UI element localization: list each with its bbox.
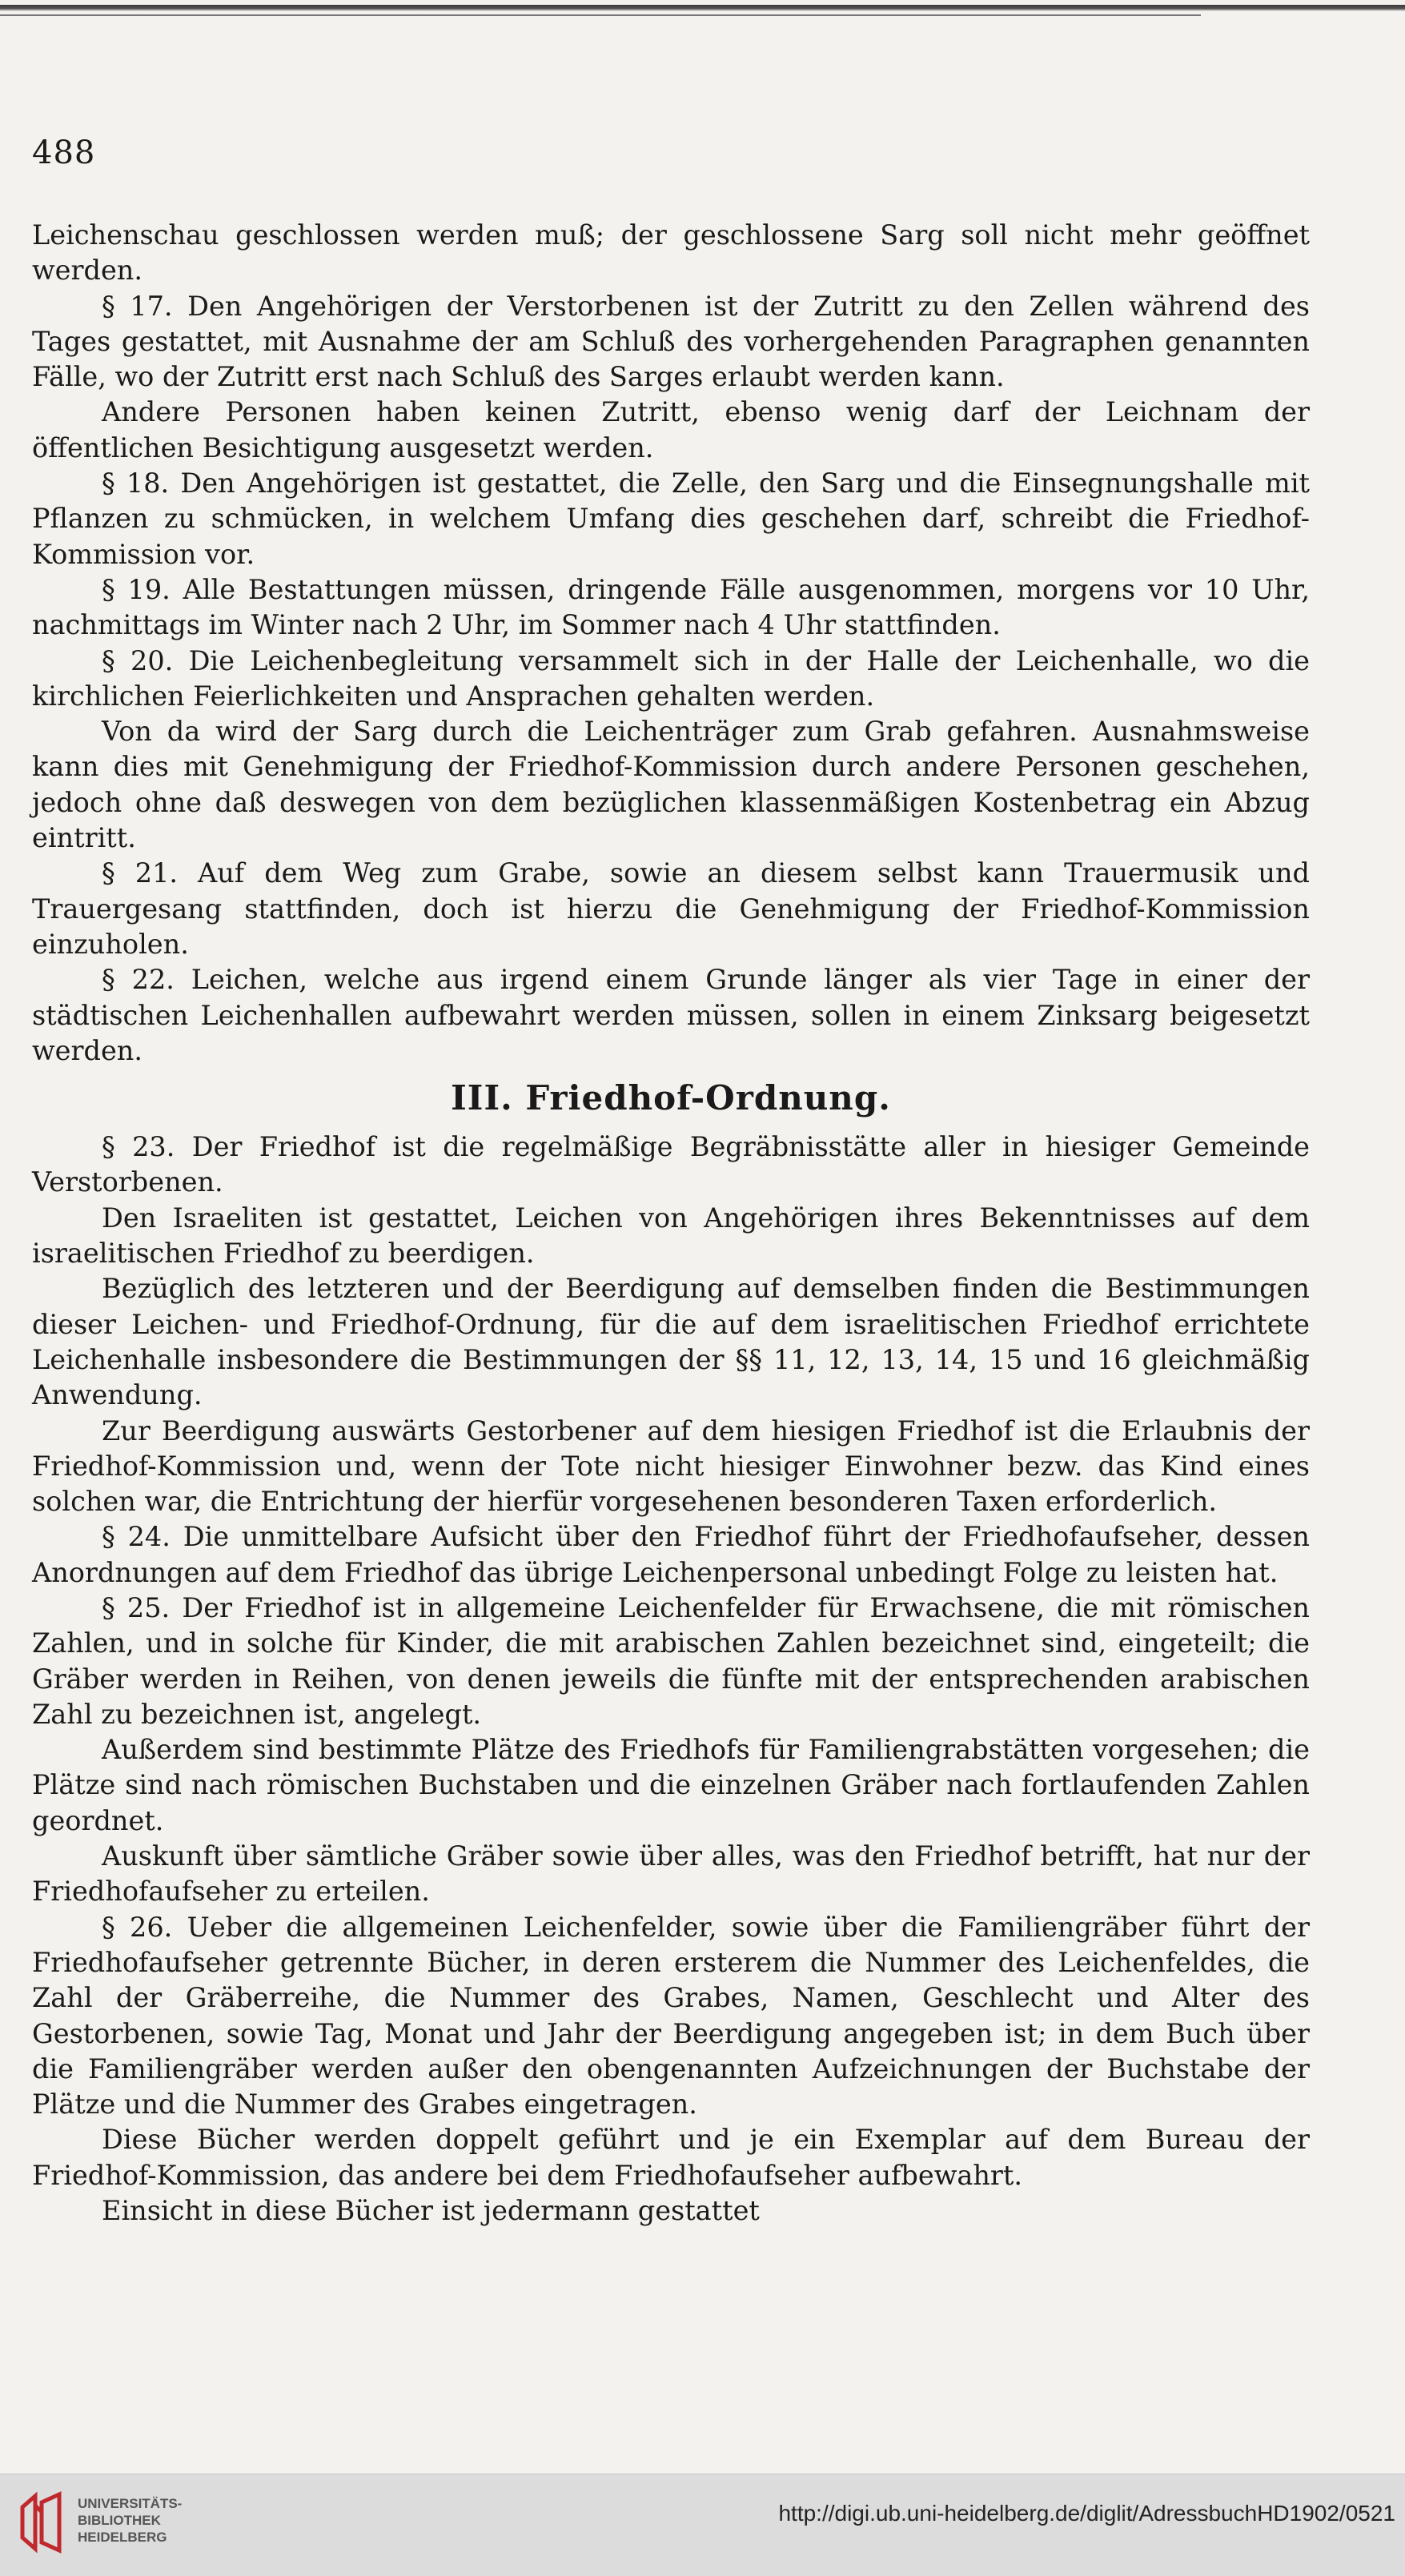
paragraph: Einsicht in diese Bücher ist jedermann gestattet (102, 2195, 760, 2227)
logo-line: BIBLIOTHEK (78, 2513, 161, 2528)
paragraph: § 17. Den Angehörigen der Verstorbenen ist der Zutritt zu den Zellen während des Tages gestattet, mit Ausnahme der am Schluß des vorhergehenden Paragraphen genannten Fälle, wo der Zutritt erst nach Schluß des Sarges erlaubt werden kann. (32, 290, 1310, 393)
library-logo-text (78, 2495, 182, 2546)
source-url-link[interactable]: http://digi.ub.uni-heidelberg.de/diglit/AdressbuchHD1902/0521 (778, 2501, 1395, 2526)
top-scan-border-thin (0, 14, 1201, 16)
page-number: 488 (32, 134, 96, 171)
logo-line: HEIDELBERG (78, 2530, 167, 2545)
paragraph: Bezüglich des letzteren und der Beerdigung auf demselben finden die Bestimmungen dieser Leichen- und Friedhof-Ordnung, für die auf dem israelitischen Friedhof errichtete Leichenhalle insbesondere die Bestimmungen der §§ 11, 12, 13, 14, 15 und 16 gleichmäßig Anwendung. (32, 1273, 1310, 1411)
paragraph: Diese Bücher werden doppelt geführt und je ein Exemplar auf dem Bureau der Friedhof-Kommission, das andere bei dem Friedhofaufseher aufbewahrt. (32, 2124, 1310, 2191)
paragraph: § 18. Den Angehörigen ist gestattet, die Zelle, den Sarg und die Einsegnungshalle mit Pflanzen zu schmücken, in welchem Umfang dies geschehen darf, schreibt die Friedhof-Kommission vor. (32, 467, 1310, 570)
paragraph: § 24. Die unmittelbare Aufsicht über den Friedhof führt der Friedhofaufseher, dessen Anordnungen auf dem Friedhof das übrige Leichenpersonal unbedingt Folge zu leisten hat. (32, 1521, 1310, 1588)
paragraph: § 23. Der Friedhof ist die regelmäßige Begräbnisstätte aller in hiesiger Gemeinde Verstorbenen. (32, 1131, 1310, 1198)
paragraph: Von da wird der Sarg durch die Leichenträger zum Grab gefahren. Ausnahmsweise kann dies mit Genehmigung der Friedhof-Kommission durch andere Personen geschehen, jedoch ohne daß deswegen von dem bezüglichen klassenmäßigen Kostenbetrag ein Abzug eintritt. (32, 716, 1310, 854)
paragraph: § 22. Leichen, welche aus irgend einem Grunde länger als vier Tage in einer der städtischen Leichenhallen aufbewahrt werden müssen, sollen in einem Zinksarg beigesetzt werden. (32, 964, 1310, 1066)
paragraph: Auskunft über sämtliche Gräber sowie über alles, was den Friedhof betrifft, hat nur der Friedhofaufseher zu erteilen. (32, 1840, 1310, 1908)
paragraph: Den Israeliten ist gestattet, Leichen von Angehörigen ihres Bekenntnisses auf dem israelitischen Friedhof zu beerdigen. (32, 1202, 1310, 1270)
top-scan-border (0, 5, 1405, 11)
paragraphs-before-heading (32, 218, 1310, 1069)
paragraph: Andere Personen haben keinen Zutritt, ebenso wenig darf der Leichnam der öffentlichen Besichtigung ausgesetzt werden. (32, 396, 1310, 463)
section-heading: III. Friedhof-Ordnung. (451, 1078, 891, 1118)
paragraph: Zur Beerdigung auswärts Gestorbener auf dem hiesigen Friedhof ist die Erlaubnis der Friedhof-Kommission und, wenn der Tote nicht hiesiger Einwohner bezw. das Kind eines solchen war, die Entrichtung der hierfür vorgesehenen besonderen Taxen erforderlich. (32, 1414, 1310, 1518)
paragraph: § 20. Die Leichenbegleitung versammelt sich in der Halle der Leichenhalle, wo die kirchlichen Feierlichkeiten und Ansprachen gehalten werden. (32, 644, 1310, 712)
logo-line: UNIVERSITÄTS- (78, 2496, 183, 2511)
paragraph: Leichenschau geschlossen werden muß; der geschlossene Sarg soll nicht mehr geöffnet werden. (32, 219, 1310, 287)
paragraph: § 21. Auf dem Weg zum Grabe, sowie an diesem selbst kann Trauermusik und Trauergesang stattfinden, doch ist hierzu die Genehmigung der Friedhof-Kommission einzuholen. (32, 857, 1310, 960)
library-logo-icon (18, 2490, 64, 2555)
paragraph: § 25. Der Friedhof ist in allgemeine Leichenfelder für Erwachsene, die mit römischen Zahlen, und in solche für Kinder, die mit arabischen Zahlen bezeichnet sind, eingeteilt; die Gräber werden in Reihen, von denen jeweils die fünfte mit der entsprechenden arabischen Zahl zu bezeichnen ist, angelegt. (32, 1591, 1310, 1730)
paragraph: § 26. Ueber die allgemeinen Leichenfelder, sowie über die Familiengräber führt der Friedhofaufseher getrennte Bücher, in deren ersterem die Nummer des Leichenfeldes, die Zahl der Gräberreihe, die Nummer des Grabes, Namen, Geschlecht und Alter des Gestorbenen, sowie Tag, Monat und Jahr der Beerdigung angegeben ist; in dem Buch über die Familiengräber werden außer den obengenannten Aufzeichnungen der Buchstabe der Plätze und die Nummer des Grabes eingetragen. (32, 1911, 1310, 2121)
page-body (32, 218, 1310, 2229)
paragraph: § 19. Alle Bestattungen müssen, dringende Fälle ausgenommen, morgens vor 10 Uhr, nachmittags im Winter nach 2 Uhr, im Sommer nach 4 Uhr stattfinden. (32, 573, 1310, 641)
paragraphs-after-heading (32, 1130, 1310, 2229)
paragraph: Außerdem sind bestimmte Plätze des Friedhofs für Familiengrabstätten vorgesehen; die Plätze sind nach römischen Buchstaben und die einzelnen Gräber nach fortlaufenden Zahlen geordnet. (32, 1734, 1310, 1836)
